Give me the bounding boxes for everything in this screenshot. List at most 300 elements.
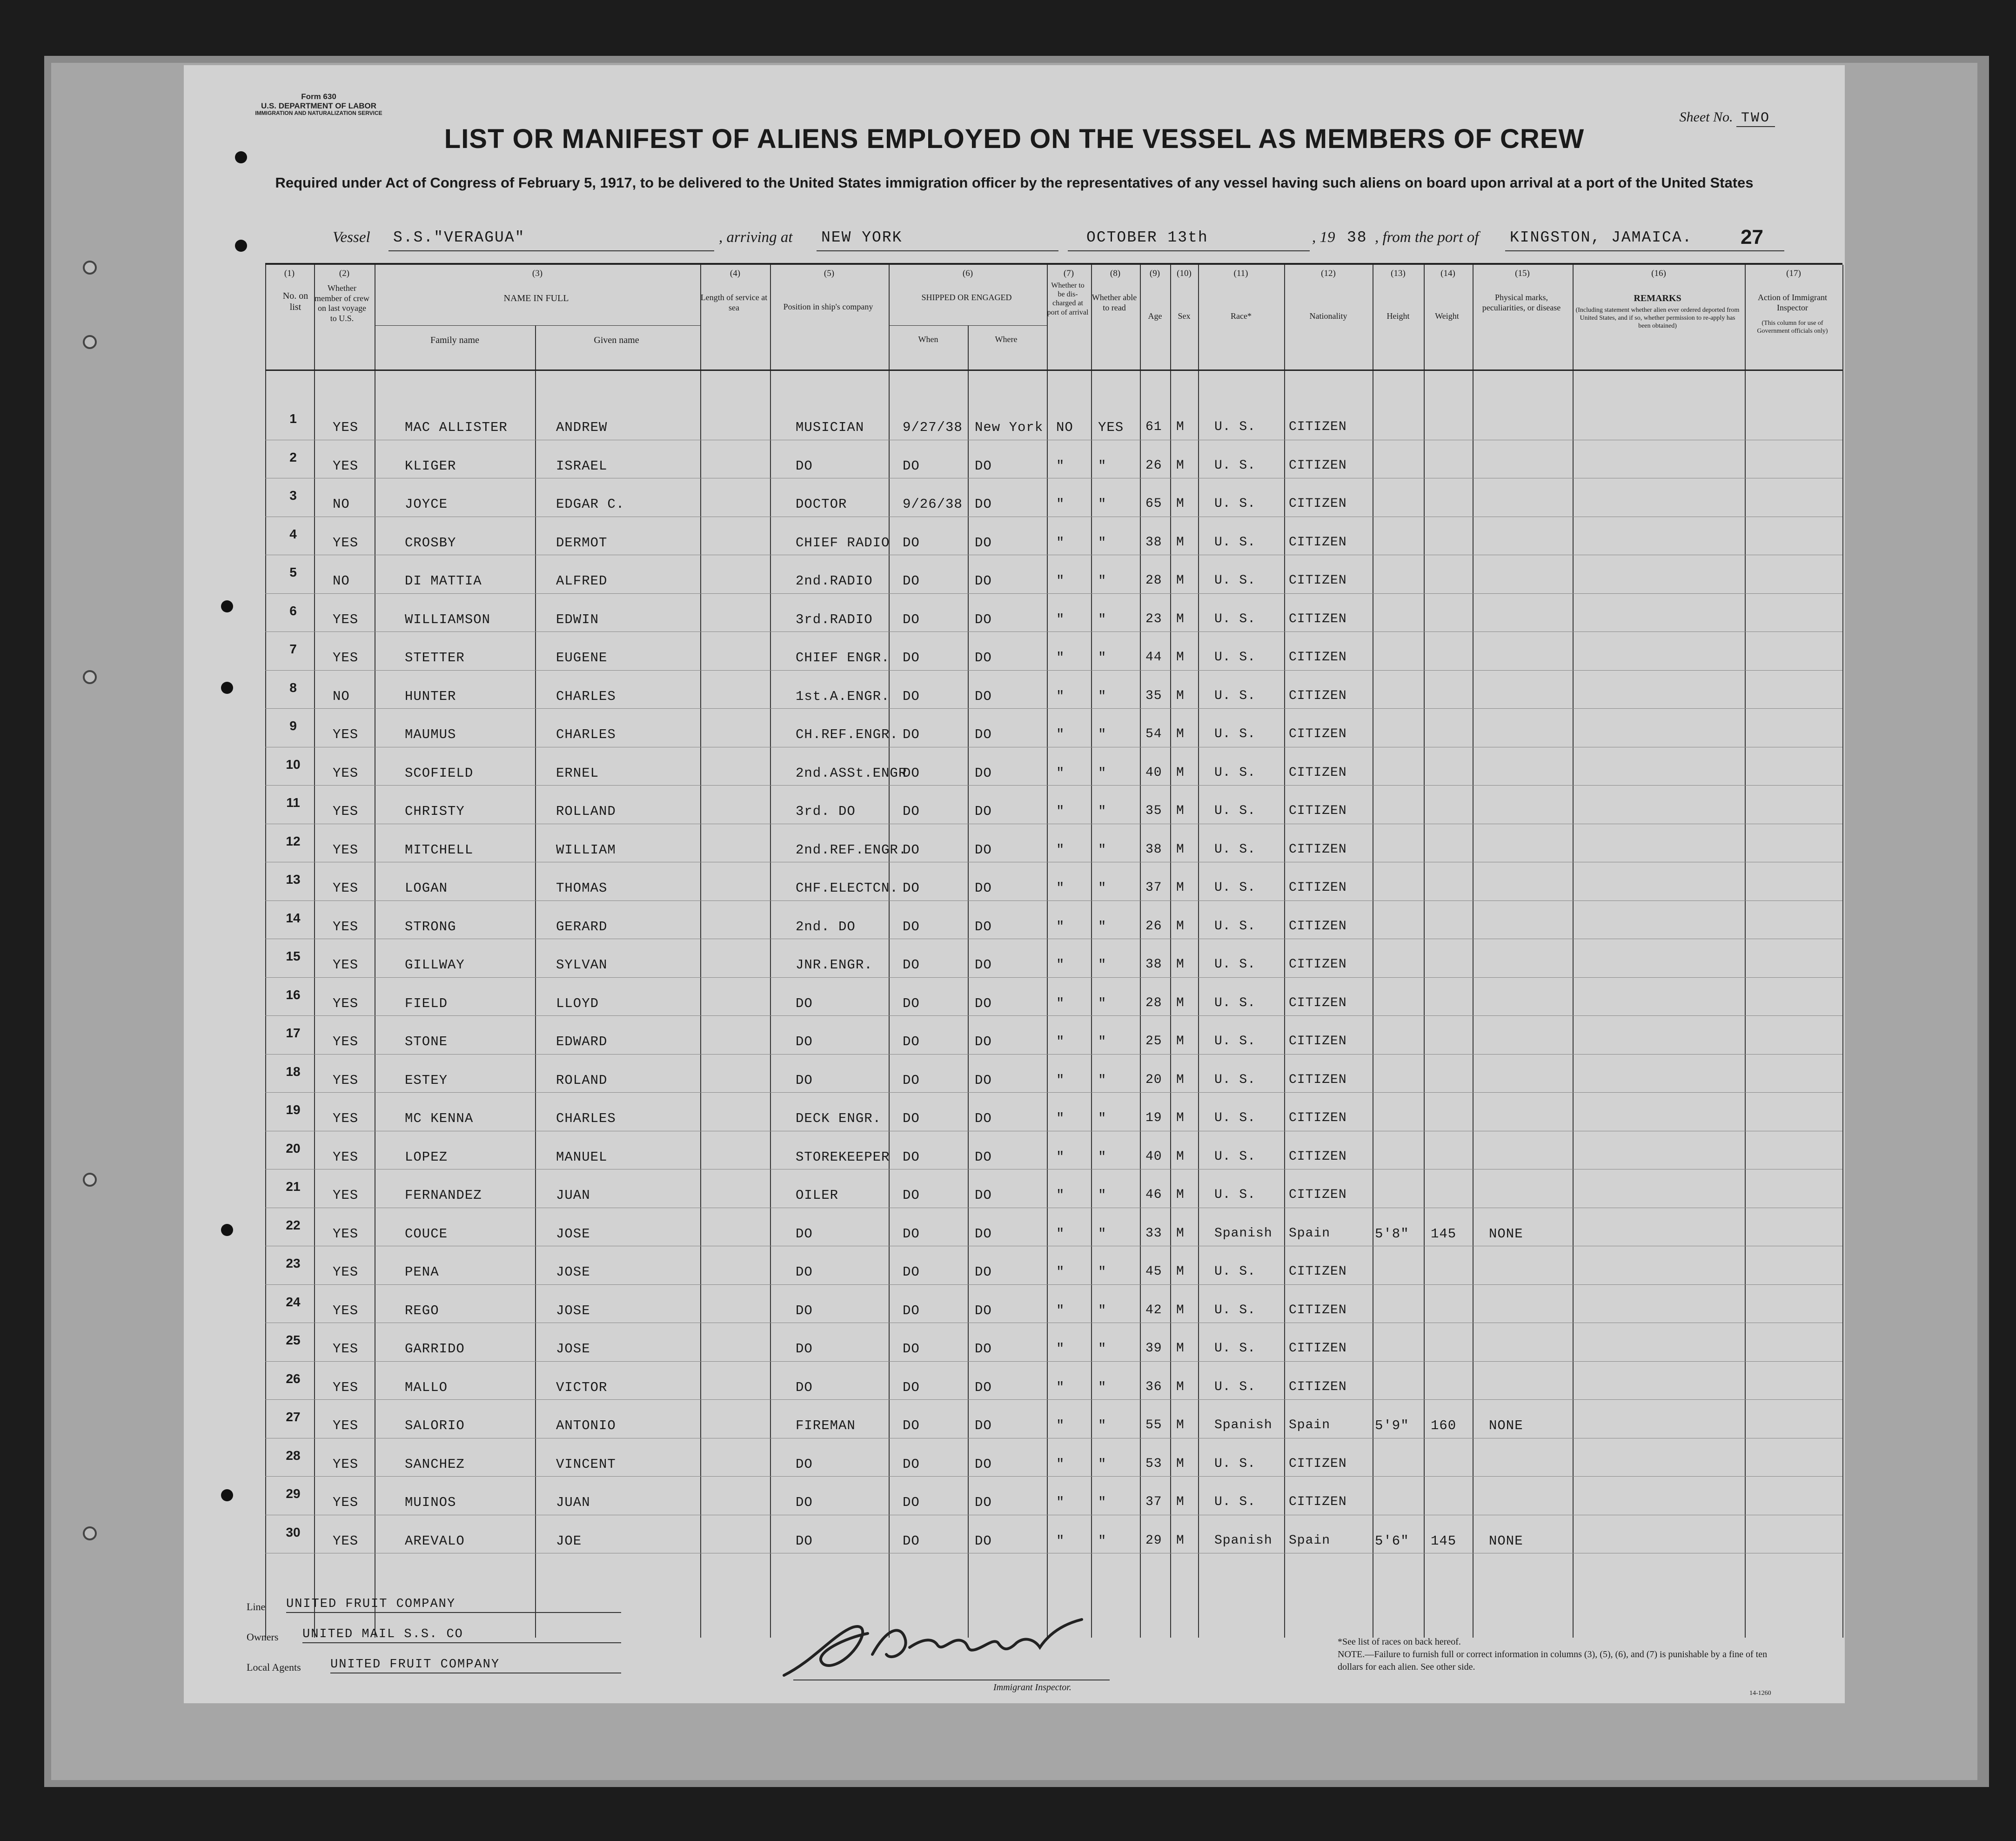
cell-race: U. S. <box>1214 458 1256 473</box>
cell-shipped-where: DO <box>975 1226 992 1242</box>
cell-shipped-when: DO <box>903 1188 920 1203</box>
cell-nationality: CITIZEN <box>1289 880 1347 895</box>
cell-given-name: DERMOT <box>556 535 608 551</box>
cell-nationality: CITIZEN <box>1289 688 1347 703</box>
cell-given-name: WILLIAM <box>556 842 616 858</box>
column-rule <box>700 265 701 1638</box>
cell-last-voyage: YES <box>333 1072 359 1088</box>
row-number: 15 <box>286 949 301 963</box>
column-number: (10) <box>1177 269 1192 278</box>
cell-age: 28 <box>1145 995 1162 1010</box>
cell-given-name: VICTOR <box>556 1379 608 1395</box>
column-rule <box>1745 265 1746 1638</box>
cell-shipped-where: DO <box>975 842 992 858</box>
cell-position: MUSICIAN <box>796 420 864 435</box>
col-position: Position in ship's company <box>783 302 873 311</box>
cell-able-to-read: " <box>1098 1418 1107 1433</box>
cell-shipped-where: DO <box>975 1034 992 1049</box>
row-number: 17 <box>286 1026 301 1040</box>
races-note: *See list of races on back hereof. <box>1338 1637 1461 1647</box>
cell-last-voyage: YES <box>333 650 359 665</box>
binder-hole <box>83 261 97 275</box>
cell-given-name: THOMAS <box>556 880 608 896</box>
cell-sex: M <box>1176 1111 1185 1125</box>
cell-given-name: ROLLAND <box>556 804 616 819</box>
cell-shipped-when: DO <box>903 1149 920 1165</box>
cell-physical-marks: NONE <box>1489 1533 1523 1549</box>
vessel-line <box>333 229 1868 257</box>
cell-sex: M <box>1176 573 1185 588</box>
cell-given-name: ERNEL <box>556 765 599 781</box>
cell-able-to-read: " <box>1098 957 1107 973</box>
cell-able-to-read: " <box>1098 804 1107 819</box>
cell-race: U. S. <box>1214 1111 1256 1125</box>
cell-discharged: " <box>1056 804 1065 819</box>
column-rule <box>1284 265 1285 1638</box>
cell-position: DO <box>796 1034 813 1049</box>
agents-label: Local Agents <box>247 1661 301 1673</box>
cell-able-to-read: " <box>1098 880 1107 896</box>
cell-sex: M <box>1176 650 1185 665</box>
cell-position: 2nd. DO <box>796 919 856 934</box>
sheet-number-value: TWO <box>1736 110 1775 127</box>
row-number: 3 <box>289 488 297 503</box>
cell-last-voyage: YES <box>333 1341 359 1357</box>
row-number: 25 <box>286 1333 301 1347</box>
cell-family-name: REGO <box>405 1303 439 1318</box>
cell-discharged: " <box>1056 1533 1065 1549</box>
cell-able-to-read: " <box>1098 1341 1107 1357</box>
cell-given-name: JUAN <box>556 1188 590 1203</box>
cell-discharged: " <box>1056 995 1065 1011</box>
header-bottom-rule <box>265 370 1842 371</box>
cell-last-voyage: YES <box>333 727 359 742</box>
cell-last-voyage: YES <box>333 1034 359 1049</box>
col-remarks: REMARKS <box>1634 293 1681 303</box>
cell-age: 35 <box>1145 804 1162 818</box>
cell-able-to-read: " <box>1098 573 1107 589</box>
column-number: (15) <box>1515 269 1530 278</box>
cell-age: 23 <box>1145 611 1162 626</box>
cell-nationality: CITIZEN <box>1289 995 1347 1010</box>
cell-sex: M <box>1176 1456 1185 1471</box>
cell-able-to-read: " <box>1098 1533 1107 1549</box>
cell-discharged: NO <box>1056 420 1073 435</box>
cell-age: 53 <box>1145 1456 1162 1471</box>
cell-discharged: " <box>1056 573 1065 589</box>
cell-age: 25 <box>1145 1034 1162 1048</box>
cell-shipped-where: DO <box>975 688 992 704</box>
cell-nationality: CITIZEN <box>1289 1188 1347 1202</box>
cell-able-to-read: " <box>1098 1188 1107 1203</box>
cell-sex: M <box>1176 535 1185 550</box>
cell-sex: M <box>1176 842 1185 857</box>
cell-shipped-when: 9/27/38 <box>903 420 963 435</box>
cell-able-to-read: " <box>1098 650 1107 665</box>
cell-discharged: " <box>1056 1495 1065 1510</box>
form-number: Form 630 <box>301 92 336 101</box>
column-number: (14) <box>1440 269 1455 278</box>
cell-position: 3rd.RADIO <box>796 611 873 627</box>
cell-given-name: EUGENE <box>556 650 608 665</box>
cell-given-name: GERARD <box>556 919 608 934</box>
cell-position: 3rd. DO <box>796 804 856 819</box>
col-read: Whether able to read <box>1092 293 1137 312</box>
row-rule <box>265 1399 1842 1400</box>
cell-last-voyage: YES <box>333 1303 359 1318</box>
cell-family-name: FERNANDEZ <box>405 1188 482 1203</box>
cell-nationality: CITIZEN <box>1289 1111 1347 1125</box>
cell-discharged: " <box>1056 497 1065 512</box>
cell-last-voyage: YES <box>333 919 359 934</box>
cell-position: CHIEF ENGR. <box>796 650 890 665</box>
cell-nationality: CITIZEN <box>1289 1379 1347 1394</box>
arrival-port: NEW YORK <box>821 229 903 246</box>
cell-discharged: " <box>1056 1303 1065 1318</box>
cell-age: 36 <box>1145 1379 1162 1394</box>
cell-age: 39 <box>1145 1341 1162 1356</box>
cell-height: 5'6" <box>1375 1533 1409 1549</box>
cell-race: U. S. <box>1214 804 1256 818</box>
cell-last-voyage: NO <box>333 497 350 512</box>
cell-family-name: STETTER <box>405 650 465 665</box>
col-no: No. on list <box>282 291 308 312</box>
cell-shipped-when: DO <box>903 957 920 973</box>
cell-able-to-read: " <box>1098 1072 1107 1088</box>
page-title: LIST OR MANIFEST OF ALIENS EMPLOYED ON THE VESSEL AS MEMBERS OF CREW <box>444 124 1585 154</box>
inspector-signature <box>775 1610 1184 1685</box>
row-number: 28 <box>286 1448 301 1463</box>
cell-family-name: STONE <box>405 1034 448 1049</box>
cell-position: DO <box>796 1456 813 1472</box>
cell-last-voyage: YES <box>333 1379 359 1395</box>
cell-shipped-where: DO <box>975 1533 992 1549</box>
cell-shipped-where: DO <box>975 804 992 819</box>
cell-given-name: ISRAEL <box>556 458 608 474</box>
cell-shipped-when: DO <box>903 1341 920 1357</box>
cell-given-name: VINCENT <box>556 1456 616 1472</box>
cell-able-to-read: " <box>1098 1149 1107 1165</box>
cell-last-voyage: YES <box>333 995 359 1011</box>
cell-sex: M <box>1176 880 1185 895</box>
cell-last-voyage: YES <box>333 1533 359 1549</box>
cell-given-name: EDWIN <box>556 611 599 627</box>
cell-nationality: CITIZEN <box>1289 957 1347 972</box>
cell-given-name: LLOYD <box>556 995 599 1011</box>
col-member: Whether member of crew on last voyage to U.S. <box>315 283 369 323</box>
cell-discharged: " <box>1056 1072 1065 1088</box>
cell-shipped-where: DO <box>975 1456 992 1472</box>
cell-shipped-where: DO <box>975 1188 992 1203</box>
row-rule <box>265 977 1842 978</box>
cell-shipped-where: DO <box>975 1149 992 1165</box>
form-header <box>249 92 388 117</box>
cell-able-to-read: " <box>1098 535 1107 551</box>
column-number: (16) <box>1651 269 1666 278</box>
cell-sex: M <box>1176 1379 1185 1394</box>
cell-nationality: CITIZEN <box>1289 919 1347 934</box>
cell-shipped-when: DO <box>903 611 920 627</box>
header-rule <box>889 325 1047 326</box>
cell-last-voyage: YES <box>333 458 359 474</box>
cell-sex: M <box>1176 1072 1185 1087</box>
cell-family-name: MUINOS <box>405 1495 456 1510</box>
cell-discharged: " <box>1056 1149 1065 1165</box>
cell-last-voyage: YES <box>333 880 359 896</box>
cell-age: 61 <box>1145 420 1162 434</box>
form-code: 14-1260 <box>1749 1690 1771 1697</box>
cell-nationality: CITIZEN <box>1289 1264 1347 1279</box>
cell-family-name: STRONG <box>405 919 456 934</box>
cell-able-to-read: " <box>1098 1456 1107 1472</box>
cell-shipped-when: DO <box>903 650 920 665</box>
cell-age: 38 <box>1145 535 1162 550</box>
punch-hole <box>221 600 233 612</box>
column-rule <box>1842 265 1843 1638</box>
year-prefix: , 19 <box>1312 229 1335 246</box>
cell-age: 33 <box>1145 1226 1162 1241</box>
cell-age: 40 <box>1145 765 1162 780</box>
cell-height: 5'9" <box>1375 1418 1409 1433</box>
cell-position: DECK ENGR. <box>796 1111 882 1126</box>
cell-discharged: " <box>1056 611 1065 627</box>
cell-race: U. S. <box>1214 1034 1256 1048</box>
cell-sex: M <box>1176 957 1185 972</box>
cell-able-to-read: " <box>1098 458 1107 474</box>
cell-last-voyage: YES <box>333 1111 359 1126</box>
cell-sex: M <box>1176 765 1185 780</box>
row-number: 14 <box>286 910 301 925</box>
column-number: (4) <box>730 269 741 278</box>
cell-discharged: " <box>1056 1188 1065 1203</box>
cell-able-to-read: " <box>1098 995 1107 1011</box>
row-rule <box>265 900 1842 901</box>
cell-shipped-where: DO <box>975 957 992 973</box>
row-number: 9 <box>289 719 297 733</box>
cell-family-name: ESTEY <box>405 1072 448 1088</box>
col-given-name: Given name <box>594 335 639 345</box>
cell-nationality: CITIZEN <box>1289 1495 1347 1509</box>
cell-shipped-where: DO <box>975 1418 992 1433</box>
col-action-note: (This column for use of Government officials only) <box>1757 320 1828 335</box>
service: IMMIGRATION AND NATURALIZATION SERVICE <box>255 110 382 117</box>
cell-race: U. S. <box>1214 688 1256 703</box>
cell-last-voyage: YES <box>333 1149 359 1165</box>
cell-nationality: CITIZEN <box>1289 611 1347 626</box>
cell-race: U. S. <box>1214 1149 1256 1164</box>
cell-given-name: ROLAND <box>556 1072 608 1088</box>
cell-given-name: CHARLES <box>556 688 616 704</box>
cell-able-to-read: " <box>1098 1379 1107 1395</box>
cell-last-voyage: YES <box>333 804 359 819</box>
cell-age: 44 <box>1145 650 1162 665</box>
cell-race: U. S. <box>1214 842 1256 857</box>
cell-shipped-where: DO <box>975 1111 992 1126</box>
cell-shipped-when: DO <box>903 804 920 819</box>
cell-age: 26 <box>1145 458 1162 473</box>
cell-family-name: KLIGER <box>405 458 456 474</box>
department: U.S. DEPARTMENT OF LABOR <box>261 101 377 110</box>
row-number: 16 <box>286 987 301 1002</box>
binder-hole <box>83 335 97 349</box>
cell-race: U. S. <box>1214 880 1256 895</box>
cell-shipped-when: DO <box>903 1034 920 1049</box>
cell-last-voyage: YES <box>333 1226 359 1242</box>
cell-position: 2nd.ASSt.ENGR <box>796 765 907 781</box>
cell-position: DO <box>796 1072 813 1088</box>
cell-discharged: " <box>1056 458 1065 474</box>
row-number: 21 <box>286 1179 301 1194</box>
cell-sex: M <box>1176 1264 1185 1279</box>
cell-age: 40 <box>1145 1149 1162 1164</box>
vessel-name: S.S."VERAGUA" <box>393 229 525 246</box>
cell-shipped-where: DO <box>975 765 992 781</box>
cell-position: STOREKEEPER <box>796 1149 890 1165</box>
cell-nationality: CITIZEN <box>1289 727 1347 741</box>
line-label: Line <box>247 1601 266 1613</box>
cell-race: U. S. <box>1214 573 1256 588</box>
col-name: NAME IN FULL <box>503 293 569 303</box>
cell-position: 2nd.RADIO <box>796 573 873 589</box>
cell-age: 38 <box>1145 842 1162 857</box>
column-number: (9) <box>1149 269 1160 278</box>
cell-able-to-read: " <box>1098 1495 1107 1510</box>
cell-discharged: " <box>1056 1111 1065 1126</box>
cell-shipped-when: DO <box>903 727 920 742</box>
cell-race: U. S. <box>1214 727 1256 741</box>
cell-shipped-where: DO <box>975 919 992 934</box>
cell-race: U. S. <box>1214 535 1256 550</box>
cell-position: DO <box>796 1495 813 1510</box>
cell-able-to-read: YES <box>1098 420 1124 435</box>
cell-shipped-when: DO <box>903 1072 920 1088</box>
cell-sex: M <box>1176 688 1185 703</box>
cell-able-to-read: " <box>1098 1264 1107 1280</box>
cell-family-name: SALORIO <box>405 1418 465 1433</box>
cell-nationality: Spain <box>1289 1533 1331 1548</box>
cell-position: DO <box>796 1533 813 1549</box>
cell-last-voyage: YES <box>333 420 359 435</box>
cell-family-name: MC KENNA <box>405 1111 474 1126</box>
cell-family-name: PENA <box>405 1264 439 1280</box>
cell-shipped-where: DO <box>975 880 992 896</box>
manifest-sheet <box>184 65 1845 1703</box>
cell-race: U. S. <box>1214 1341 1256 1356</box>
cell-nationality: CITIZEN <box>1289 1456 1347 1471</box>
cell-discharged: " <box>1056 1379 1065 1395</box>
departure-port: KINGSTON, JAMAICA. <box>1510 229 1693 246</box>
cell-shipped-where: DO <box>975 995 992 1011</box>
cell-age: 45 <box>1145 1264 1162 1279</box>
cell-nationality: CITIZEN <box>1289 1034 1347 1048</box>
row-number: 18 <box>286 1064 301 1079</box>
fine-note: NOTE.—Failure to furnish full or correct information in columns (3), (5), (6), and (7) is punishable by a fine of ten dollars for each alien. See other side. <box>1338 1649 1768 1672</box>
row-number: 6 <box>289 603 297 618</box>
cell-discharged: " <box>1056 1418 1065 1433</box>
cell-shipped-where: DO <box>975 535 992 551</box>
row-rule <box>265 1476 1842 1477</box>
cell-race: U. S. <box>1214 995 1256 1010</box>
cell-discharged: " <box>1056 1226 1065 1242</box>
cell-given-name: EDWARD <box>556 1034 608 1049</box>
cell-given-name: MANUEL <box>556 1149 608 1165</box>
row-number: 22 <box>286 1217 301 1232</box>
column-rule <box>1091 265 1092 1638</box>
row-number: 8 <box>289 680 297 695</box>
cell-family-name: SANCHEZ <box>405 1456 465 1472</box>
cell-race: Spanish <box>1214 1226 1273 1241</box>
cell-able-to-read: " <box>1098 842 1107 858</box>
col-action: Action of Immigrant Inspector <box>1758 293 1827 312</box>
inspector-label: Immigrant Inspector. <box>993 1682 1072 1693</box>
cell-race: U. S. <box>1214 497 1256 511</box>
cell-shipped-when: DO <box>903 919 920 934</box>
cell-family-name: SCOFIELD <box>405 765 474 781</box>
row-number: 12 <box>286 833 301 848</box>
cell-shipped-where: DO <box>975 727 992 742</box>
cell-family-name: JOYCE <box>405 497 448 512</box>
row-rule <box>265 1054 1842 1055</box>
cell-position: 2nd.REF.ENGR. <box>796 842 907 858</box>
col-nationality: Nationality <box>1309 311 1347 321</box>
cell-position: DO <box>796 1341 813 1357</box>
row-rule <box>265 1284 1842 1285</box>
cell-shipped-when: DO <box>903 458 920 474</box>
cell-age: 29 <box>1145 1533 1162 1548</box>
row-rule <box>265 785 1842 786</box>
cell-sex: M <box>1176 1226 1185 1241</box>
row-rule <box>265 593 1842 594</box>
cell-shipped-when: DO <box>903 995 920 1011</box>
from-label: , from the port of <box>1375 229 1479 246</box>
col-weight: Weight <box>1435 311 1459 321</box>
punch-hole <box>221 1489 233 1501</box>
cell-age: 37 <box>1145 880 1162 895</box>
column-rule <box>265 265 266 1638</box>
cell-last-voyage: YES <box>333 1188 359 1203</box>
cell-family-name: CROSBY <box>405 535 456 551</box>
cell-family-name: FIELD <box>405 995 448 1011</box>
arrival-year: 38 <box>1347 229 1367 246</box>
cell-weight: 145 <box>1431 1226 1457 1242</box>
col-where: Where <box>995 335 1018 344</box>
cell-discharged: " <box>1056 880 1065 896</box>
cell-shipped-when: DO <box>903 688 920 704</box>
col-height: Height <box>1386 311 1410 321</box>
cell-discharged: " <box>1056 650 1065 665</box>
cell-family-name: MAC ALLISTER <box>405 420 508 435</box>
cell-last-voyage: YES <box>333 1264 359 1280</box>
cell-shipped-when: DO <box>903 765 920 781</box>
cell-race: U. S. <box>1214 1072 1256 1087</box>
cell-race: U. S. <box>1214 765 1256 780</box>
punch-hole <box>221 1224 233 1236</box>
cell-last-voyage: YES <box>333 535 359 551</box>
cell-nationality: Spain <box>1289 1418 1331 1432</box>
cell-able-to-read: " <box>1098 919 1107 934</box>
cell-shipped-where: DO <box>975 1379 992 1395</box>
cell-discharged: " <box>1056 688 1065 704</box>
cell-family-name: DI MATTIA <box>405 573 482 589</box>
cell-race: U. S. <box>1214 957 1256 972</box>
page-subtitle: Required under Act of Congress of February 5, 1917, to be delivered to the United States immigration officer by the representatives of any vessel having such aliens on board upon arrival at a port of the United States <box>275 175 1754 191</box>
cell-sex: M <box>1176 1303 1185 1317</box>
column-rule <box>968 325 969 1638</box>
cell-shipped-where: DO <box>975 497 992 512</box>
column-rule <box>1573 265 1574 1638</box>
cell-nationality: CITIZEN <box>1289 420 1347 434</box>
cell-sex: M <box>1176 420 1185 434</box>
